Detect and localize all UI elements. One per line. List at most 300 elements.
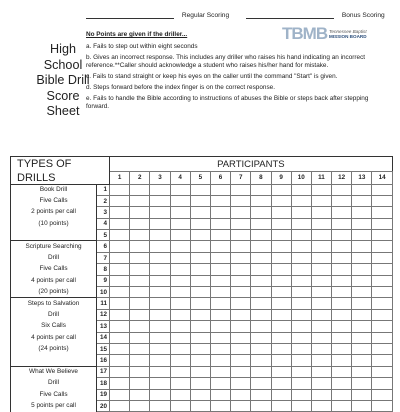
score-cell[interactable] — [352, 264, 372, 275]
score-cell[interactable] — [190, 275, 210, 286]
score-cell[interactable] — [352, 218, 372, 229]
score-cell[interactable] — [311, 400, 331, 411]
score-cell[interactable] — [110, 378, 130, 389]
score-cell[interactable] — [150, 275, 170, 286]
score-cell[interactable] — [110, 321, 130, 332]
score-cell[interactable] — [291, 366, 311, 377]
score-cell[interactable] — [130, 378, 150, 389]
score-cell[interactable] — [190, 389, 210, 400]
call-number: 10 — [97, 287, 110, 298]
score-cell[interactable] — [150, 321, 170, 332]
score-cell[interactable] — [190, 298, 210, 309]
score-cell[interactable] — [150, 241, 170, 252]
score-cell[interactable] — [311, 389, 331, 400]
score-cell[interactable] — [352, 343, 372, 354]
score-cell[interactable] — [110, 218, 130, 229]
score-cell[interactable] — [332, 218, 352, 229]
score-cell[interactable] — [372, 241, 392, 252]
score-cell[interactable] — [190, 184, 210, 195]
score-cell[interactable] — [231, 241, 251, 252]
score-cell[interactable] — [190, 366, 210, 377]
score-cell[interactable] — [210, 184, 230, 195]
score-cell[interactable] — [190, 355, 210, 366]
score-cell[interactable] — [271, 252, 291, 263]
score-cell[interactable] — [332, 195, 352, 206]
score-cell[interactable] — [332, 378, 352, 389]
score-cell[interactable] — [170, 195, 190, 206]
score-cell[interactable] — [231, 287, 251, 298]
score-cell[interactable] — [372, 184, 392, 195]
score-cell[interactable] — [372, 230, 392, 241]
score-cell[interactable] — [291, 378, 311, 389]
score-cell[interactable] — [352, 184, 372, 195]
score-cell[interactable] — [170, 321, 190, 332]
score-cell[interactable] — [210, 287, 230, 298]
score-cell[interactable] — [271, 230, 291, 241]
score-cell[interactable] — [130, 389, 150, 400]
score-cell[interactable] — [190, 400, 210, 411]
no-points-rules — [86, 31, 392, 114]
score-cell[interactable] — [130, 355, 150, 366]
score-cell[interactable] — [311, 184, 331, 195]
score-cell[interactable] — [352, 275, 372, 286]
score-cell[interactable] — [130, 287, 150, 298]
score-cell[interactable] — [372, 309, 392, 320]
score-cell[interactable] — [130, 309, 150, 320]
score-cell[interactable] — [332, 264, 352, 275]
score-cell[interactable] — [291, 400, 311, 411]
score-cell[interactable] — [150, 252, 170, 263]
score-cell[interactable] — [210, 378, 230, 389]
score-cell[interactable] — [251, 252, 271, 263]
score-cell[interactable] — [190, 378, 210, 389]
score-cell[interactable] — [372, 275, 392, 286]
drill-label: 4 points per call — [11, 275, 97, 286]
score-cell[interactable] — [150, 309, 170, 320]
score-cell[interactable] — [251, 241, 271, 252]
score-cell[interactable] — [110, 355, 130, 366]
regular-scoring-blank[interactable] — [86, 18, 174, 19]
score-cell[interactable] — [372, 321, 392, 332]
score-cell[interactable] — [332, 389, 352, 400]
score-cell[interactable] — [311, 378, 331, 389]
score-cell[interactable] — [271, 287, 291, 298]
score-cell[interactable] — [291, 252, 311, 263]
score-cell[interactable] — [291, 309, 311, 320]
score-cell[interactable] — [110, 241, 130, 252]
score-cell[interactable] — [372, 389, 392, 400]
score-cell[interactable] — [110, 400, 130, 411]
call-number: 8 — [97, 264, 110, 275]
score-cell[interactable] — [332, 275, 352, 286]
score-cell[interactable] — [150, 366, 170, 377]
score-cell[interactable] — [352, 207, 372, 218]
score-cell[interactable] — [271, 309, 291, 320]
score-cell[interactable] — [271, 264, 291, 275]
score-cell[interactable] — [231, 366, 251, 377]
score-cell[interactable] — [170, 264, 190, 275]
score-cell[interactable] — [251, 195, 271, 206]
score-cell[interactable] — [150, 184, 170, 195]
score-cell[interactable] — [190, 332, 210, 343]
score-cell[interactable] — [332, 287, 352, 298]
score-cell[interactable] — [271, 355, 291, 366]
score-cell[interactable] — [150, 355, 170, 366]
score-cell[interactable] — [332, 321, 352, 332]
score-cell[interactable] — [110, 264, 130, 275]
score-cell[interactable] — [130, 298, 150, 309]
score-cell[interactable] — [291, 343, 311, 354]
participant-number: 11 — [311, 172, 331, 185]
score-cell[interactable] — [251, 389, 271, 400]
score-cell[interactable] — [291, 207, 311, 218]
score-cell[interactable] — [332, 230, 352, 241]
score-cell[interactable] — [291, 355, 311, 366]
score-cell[interactable] — [271, 207, 291, 218]
score-cell[interactable] — [150, 195, 170, 206]
score-cell[interactable] — [311, 207, 331, 218]
score-cell[interactable] — [210, 218, 230, 229]
bonus-scoring-blank[interactable] — [246, 18, 334, 19]
score-cell[interactable] — [150, 378, 170, 389]
score-cell[interactable] — [231, 321, 251, 332]
score-cell[interactable] — [110, 309, 130, 320]
score-cell[interactable] — [271, 218, 291, 229]
score-cell[interactable] — [130, 195, 150, 206]
score-cell[interactable] — [210, 264, 230, 275]
score-cell[interactable] — [150, 332, 170, 343]
score-cell[interactable] — [231, 252, 251, 263]
score-cell[interactable] — [311, 366, 331, 377]
score-cell[interactable] — [231, 230, 251, 241]
score-cell[interactable] — [150, 218, 170, 229]
score-cell[interactable] — [311, 252, 331, 263]
score-cell[interactable] — [271, 343, 291, 354]
score-cell[interactable] — [332, 355, 352, 366]
score-cell[interactable] — [110, 184, 130, 195]
score-cell[interactable] — [231, 184, 251, 195]
score-cell[interactable] — [231, 389, 251, 400]
score-cell[interactable] — [251, 207, 271, 218]
score-cell[interactable] — [150, 264, 170, 275]
score-cell[interactable] — [332, 366, 352, 377]
score-cell[interactable] — [210, 207, 230, 218]
score-cell[interactable] — [372, 343, 392, 354]
score-cell[interactable] — [190, 218, 210, 229]
score-cell[interactable] — [251, 298, 271, 309]
score-cell[interactable] — [210, 252, 230, 263]
score-cell[interactable] — [372, 298, 392, 309]
score-cell[interactable] — [110, 195, 130, 206]
score-cell[interactable] — [210, 389, 230, 400]
score-cell[interactable] — [251, 332, 271, 343]
score-cell[interactable] — [311, 287, 331, 298]
score-cell[interactable] — [372, 207, 392, 218]
score-cell[interactable] — [332, 241, 352, 252]
score-cell[interactable] — [352, 252, 372, 263]
score-cell[interactable] — [251, 366, 271, 377]
score-cell[interactable] — [210, 343, 230, 354]
score-cell[interactable] — [231, 355, 251, 366]
score-cell[interactable] — [332, 298, 352, 309]
score-cell[interactable] — [190, 343, 210, 354]
call-number: 11 — [97, 298, 110, 309]
score-cell[interactable] — [271, 321, 291, 332]
score-cell[interactable] — [170, 389, 190, 400]
score-cell[interactable] — [231, 332, 251, 343]
score-cell[interactable] — [372, 252, 392, 263]
score-cell[interactable] — [372, 355, 392, 366]
score-cell[interactable] — [291, 241, 311, 252]
drill-row — [11, 275, 393, 286]
score-cell[interactable] — [210, 275, 230, 286]
score-cell[interactable] — [170, 207, 190, 218]
score-cell[interactable] — [231, 275, 251, 286]
bonus-scoring-line[interactable] — [246, 12, 385, 19]
score-cell[interactable] — [352, 400, 372, 411]
score-cell[interactable] — [311, 275, 331, 286]
score-cell[interactable] — [332, 400, 352, 411]
score-cell[interactable] — [251, 321, 271, 332]
score-cell[interactable] — [291, 218, 311, 229]
score-cell[interactable] — [231, 218, 251, 229]
score-cell[interactable] — [271, 332, 291, 343]
score-cell[interactable] — [372, 218, 392, 229]
score-cell[interactable] — [130, 252, 150, 263]
drill-row — [11, 400, 393, 411]
score-cell[interactable] — [251, 230, 271, 241]
score-cell[interactable] — [130, 218, 150, 229]
score-cell[interactable] — [231, 298, 251, 309]
score-cell[interactable] — [190, 207, 210, 218]
score-cell[interactable] — [251, 309, 271, 320]
score-cell[interactable] — [271, 275, 291, 286]
score-cell[interactable] — [110, 366, 130, 377]
score-cell[interactable] — [271, 195, 291, 206]
score-cell[interactable] — [130, 184, 150, 195]
score-cell[interactable] — [231, 309, 251, 320]
score-cell[interactable] — [251, 400, 271, 411]
score-cell[interactable] — [110, 343, 130, 354]
score-cell[interactable] — [150, 400, 170, 411]
score-cell[interactable] — [170, 298, 190, 309]
score-cell[interactable] — [352, 195, 372, 206]
score-cell[interactable] — [271, 184, 291, 195]
score-cell[interactable] — [210, 309, 230, 320]
score-cell[interactable] — [332, 184, 352, 195]
score-cell[interactable] — [372, 264, 392, 275]
score-cell[interactable] — [130, 332, 150, 343]
score-cell[interactable] — [291, 332, 311, 343]
score-cell[interactable] — [271, 366, 291, 377]
score-cell[interactable] — [190, 241, 210, 252]
score-cell[interactable] — [210, 332, 230, 343]
score-cell[interactable] — [150, 207, 170, 218]
score-cell[interactable] — [130, 241, 150, 252]
score-cell[interactable] — [311, 195, 331, 206]
score-cell[interactable] — [110, 389, 130, 400]
score-cell[interactable] — [311, 298, 331, 309]
score-cell[interactable] — [372, 366, 392, 377]
score-cell[interactable] — [210, 241, 230, 252]
score-cell[interactable] — [170, 275, 190, 286]
score-cell[interactable] — [311, 343, 331, 354]
score-cell[interactable] — [170, 309, 190, 320]
score-cell[interactable] — [210, 355, 230, 366]
score-cell[interactable] — [311, 321, 331, 332]
score-cell[interactable] — [311, 309, 331, 320]
score-cell[interactable] — [130, 264, 150, 275]
score-cell[interactable] — [271, 400, 291, 411]
score-cell[interactable] — [291, 275, 311, 286]
participant-number: 3 — [150, 172, 170, 185]
score-cell[interactable] — [352, 309, 372, 320]
score-cell[interactable] — [271, 389, 291, 400]
score-cell[interactable] — [352, 332, 372, 343]
score-cell[interactable] — [210, 230, 230, 241]
score-cell[interactable] — [251, 218, 271, 229]
score-cell[interactable] — [291, 298, 311, 309]
score-cell[interactable] — [170, 287, 190, 298]
score-cell[interactable] — [190, 321, 210, 332]
score-cell[interactable] — [372, 332, 392, 343]
logo-org-line2: MISSION BOARD — [329, 34, 367, 40]
score-cell[interactable] — [251, 275, 271, 286]
call-number: 20 — [97, 400, 110, 411]
score-cell[interactable] — [190, 195, 210, 206]
score-cell[interactable] — [210, 298, 230, 309]
score-cell[interactable] — [311, 355, 331, 366]
score-cell[interactable] — [251, 355, 271, 366]
score-cell[interactable] — [231, 264, 251, 275]
score-cell[interactable] — [170, 343, 190, 354]
score-cell[interactable] — [352, 389, 372, 400]
score-cell[interactable] — [332, 309, 352, 320]
score-cell[interactable] — [130, 275, 150, 286]
score-cell[interactable] — [130, 343, 150, 354]
score-cell[interactable] — [291, 195, 311, 206]
score-cell[interactable] — [170, 230, 190, 241]
score-cell[interactable] — [271, 378, 291, 389]
score-cell[interactable] — [210, 400, 230, 411]
score-cell[interactable] — [251, 378, 271, 389]
score-cell[interactable] — [372, 378, 392, 389]
call-number: 17 — [97, 366, 110, 377]
score-cell[interactable] — [170, 355, 190, 366]
score-cell[interactable] — [130, 321, 150, 332]
score-cell[interactable] — [332, 332, 352, 343]
score-cell[interactable] — [251, 264, 271, 275]
score-cell[interactable] — [291, 321, 311, 332]
score-cell[interactable] — [190, 287, 210, 298]
score-cell[interactable] — [291, 184, 311, 195]
score-cell[interactable] — [271, 298, 291, 309]
score-cell[interactable] — [170, 241, 190, 252]
score-cell[interactable] — [190, 230, 210, 241]
score-cell[interactable] — [170, 400, 190, 411]
score-cell[interactable] — [372, 195, 392, 206]
score-cell[interactable] — [130, 400, 150, 411]
score-cell[interactable] — [130, 207, 150, 218]
score-cell[interactable] — [170, 218, 190, 229]
score-cell[interactable] — [210, 366, 230, 377]
score-cell[interactable] — [110, 230, 130, 241]
score-cell[interactable] — [352, 378, 372, 389]
score-cell[interactable] — [110, 252, 130, 263]
score-cell[interactable] — [231, 343, 251, 354]
score-cell[interactable] — [210, 195, 230, 206]
score-cell[interactable] — [231, 378, 251, 389]
score-cell[interactable] — [352, 321, 372, 332]
score-cell[interactable] — [170, 332, 190, 343]
score-cell[interactable] — [352, 355, 372, 366]
score-cell[interactable] — [291, 264, 311, 275]
score-cell[interactable] — [291, 230, 311, 241]
score-cell[interactable] — [352, 230, 372, 241]
score-cell[interactable] — [170, 378, 190, 389]
drill-row — [11, 378, 393, 389]
score-cell[interactable] — [311, 230, 331, 241]
score-cell[interactable] — [130, 366, 150, 377]
score-cell[interactable] — [332, 207, 352, 218]
score-cell[interactable] — [150, 230, 170, 241]
score-cell[interactable] — [150, 389, 170, 400]
score-cell[interactable] — [190, 264, 210, 275]
score-cell[interactable] — [231, 195, 251, 206]
score-cell[interactable] — [150, 343, 170, 354]
score-cell[interactable] — [110, 298, 130, 309]
score-cell[interactable] — [190, 252, 210, 263]
score-cell[interactable] — [311, 218, 331, 229]
score-cell[interactable] — [130, 230, 150, 241]
score-cell[interactable] — [291, 389, 311, 400]
score-cell[interactable] — [110, 207, 130, 218]
score-cell[interactable] — [170, 252, 190, 263]
regular-scoring-line[interactable] — [86, 12, 229, 19]
score-cell[interactable] — [170, 184, 190, 195]
score-cell[interactable] — [352, 366, 372, 377]
score-cell[interactable] — [190, 309, 210, 320]
score-cell[interactable] — [231, 207, 251, 218]
score-cell[interactable] — [311, 332, 331, 343]
score-cell[interactable] — [372, 400, 392, 411]
drill-label: 2 points per call — [11, 207, 97, 218]
drill-label: 5 points per call — [11, 400, 97, 411]
score-cell[interactable] — [311, 241, 331, 252]
score-cell[interactable] — [352, 241, 372, 252]
score-cell[interactable] — [110, 332, 130, 343]
score-cell[interactable] — [251, 343, 271, 354]
score-cell[interactable] — [210, 321, 230, 332]
score-cell[interactable] — [352, 287, 372, 298]
score-cell[interactable] — [332, 252, 352, 263]
score-cell[interactable] — [372, 287, 392, 298]
score-cell[interactable] — [110, 275, 130, 286]
score-cell[interactable] — [352, 298, 372, 309]
score-cell[interactable] — [150, 298, 170, 309]
score-cell[interactable] — [271, 241, 291, 252]
score-table — [10, 156, 393, 412]
score-cell[interactable] — [251, 287, 271, 298]
score-cell[interactable] — [150, 287, 170, 298]
score-cell[interactable] — [170, 366, 190, 377]
score-cell[interactable] — [231, 400, 251, 411]
score-cell[interactable] — [311, 264, 331, 275]
score-cell[interactable] — [110, 287, 130, 298]
score-cell[interactable] — [332, 343, 352, 354]
score-cell[interactable] — [251, 184, 271, 195]
score-cell[interactable] — [291, 287, 311, 298]
